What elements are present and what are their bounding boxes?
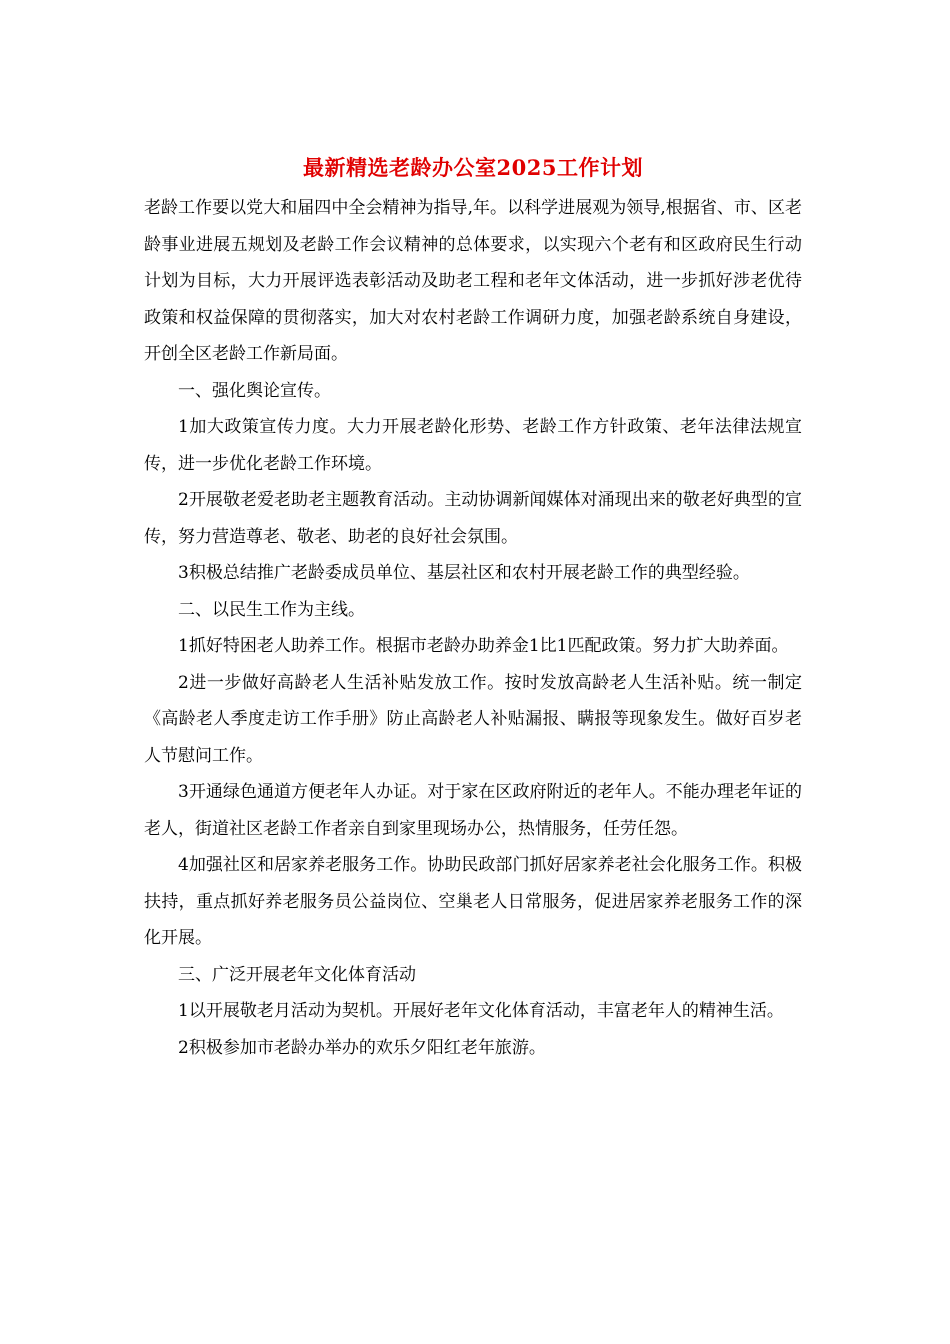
section-heading-3: 三、广泛开展老年文化体育活动 [178, 964, 416, 985]
section-heading-2: 二、以民生工作为主线。 [178, 599, 365, 620]
paragraph-1-1: 1加大政策宣传力度。大力开展老龄化形势、老龄工作方针政策、老年法律法规宣传，进一步优化老龄工作环境。 [144, 417, 802, 474]
paragraph-3-1: 1以开展敬老月活动为契机。开展好老年文化体育活动，丰富老年人的精神生活。 [178, 1001, 784, 1021]
document-title: 最新精选老龄办公室2025工作计划 [303, 155, 643, 180]
paragraph-2-1: 1抓好特困老人助养工作。根据市老龄办助养金1比1匹配政策。努力扩大助养面。 [178, 636, 789, 656]
paragraph-2-4: 4加强社区和居家养老服务工作。协助民政部门抓好居家养老社会化服务工作。积极扶持，重点抓好养老服务员公益岗位、空巢老人日常服务，促进居家养老服务工作的深化开展。 [144, 855, 802, 948]
paragraph-1-3: 3积极总结推广老龄委成员单位、基层社区和农村开展老龄工作的典型经验。 [178, 563, 750, 583]
paragraph-3-2: 2积极参加市老龄办举办的欢乐夕阳红老年旅游。 [178, 1037, 546, 1058]
paragraph-2-2: 2进一步做好高龄老人生活补贴发放工作。按时发放高龄老人生活补贴。统一制定《高龄老人季度走访工作手册》防止高龄老人补贴漏报、瞒报等现象发生。做好百岁老人节慰问工作。 [144, 672, 802, 766]
paragraph-1-2: 2开展敬老爱老助老主题教育活动。主动协调新闻媒体对涌现出来的敬老好典型的宣传，努力营造尊老、敬老、助老的良好社会氛围。 [144, 490, 802, 547]
intro-paragraph: 老龄工作要以党大和届四中全会精神为指导,年。以科学进展观为领导,根据省、市、区老龄事业进展五规划及老龄工作会议精神的总体要求，以实现六个老有和区政府民生行动计划为目标，大力开展评选表彰活动及助老工程和老年文体活动，进一步抓好涉老优待政策和权益保障的贯彻落实，加大对农村老龄工作调研力度，加强老龄系统自身建设，开创全区老龄工作新局面。 [144, 198, 802, 364]
section-heading-1: 一、强化舆论宣传。 [178, 380, 331, 401]
paragraph-2-3: 3开通绿色通道方便老年人办证。对于家在区政府附近的老年人。不能办理老年证的老人，街道社区老龄工作者亲自到家里现场办公，热情服务，任劳任怨。 [144, 782, 802, 839]
